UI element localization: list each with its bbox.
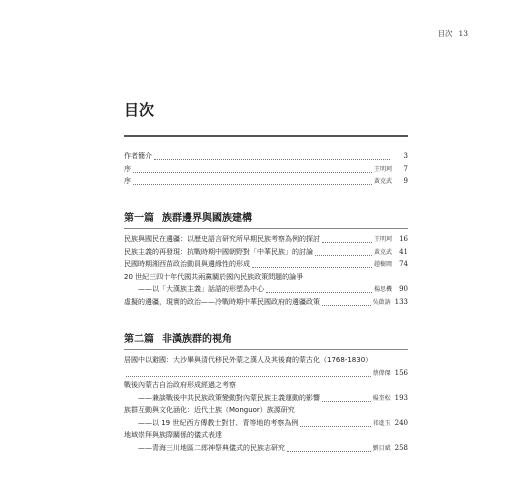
leader-dots <box>154 154 390 160</box>
part-one-list <box>124 234 408 309</box>
toc-entry[interactable] <box>124 176 408 189</box>
entry-title: ——以 19 世紀西方傳教士對甘、青等地的考察為例 <box>138 418 299 427</box>
entry-title: 作者簡介 <box>124 152 152 160</box>
entry-title: ——青海三川地區二郎神祭典儀式的民族志研究 <box>138 443 285 452</box>
toc-entry[interactable] <box>124 405 408 418</box>
leader-dots <box>133 179 372 185</box>
leader-dots <box>322 300 371 306</box>
toc-entry-subtitle[interactable] <box>124 284 408 297</box>
leader-dots <box>266 287 372 293</box>
part-one-heading <box>124 209 252 224</box>
part-two-title: 非漢族群的視角 <box>162 334 232 345</box>
entry-page: 193 <box>394 393 408 402</box>
entry-page: 90 <box>399 285 408 293</box>
running-header <box>437 28 468 39</box>
page-title: 目次 <box>124 101 155 119</box>
part-two-heading <box>124 330 232 345</box>
entry-author: 蔡偉傑 <box>372 369 391 377</box>
toc-entry[interactable] <box>124 247 408 260</box>
leader-dots <box>315 250 372 256</box>
part-two-list <box>124 355 408 455</box>
part-two-rule <box>124 349 408 350</box>
entry-author: 楊奎松 <box>372 394 391 402</box>
entry-title: 戰後內蒙古自治政府形成經過之考察 <box>124 381 236 389</box>
toc-entry[interactable] <box>124 355 408 368</box>
leader-dots <box>287 446 371 452</box>
entry-title: ——以「大漢族主義」話語的形塑為中心 <box>138 285 264 293</box>
entry-title: 族群互動與文化涵化：近代土族（Monguor）族源研究 <box>124 406 295 414</box>
entry-page: 258 <box>394 443 408 452</box>
entry-page: 74 <box>399 260 408 268</box>
entry-author: 王明珂 <box>373 236 392 243</box>
entry-title: 虛擬的邊疆，現實的政治——冷戰時期中華民國政府的邊疆政策 <box>124 297 320 306</box>
entry-page: 3 <box>403 152 408 160</box>
entry-title: 序 <box>124 177 131 185</box>
toc-entry[interactable] <box>124 380 408 393</box>
entry-title: 民族主義的再發現：抗戰時期中國朝野對「中華民族」的討論 <box>124 247 313 256</box>
entry-title: 地域崇拜與族際關係的儀式表達 <box>124 431 222 439</box>
entry-author: 黃克武 <box>373 178 392 185</box>
entry-title: 民國時期湘西苗政治動員與邊緣性的形成 <box>124 260 250 268</box>
entry-title: 居國中以避國：大沙畢與清代移民外蒙之漢人及其後裔的蒙古化（1768-1830） <box>124 356 373 364</box>
entry-title: 民族與國民在邊疆：以歷史語言研究所早期民族考察為例的探討 <box>124 235 320 243</box>
entry-page: 240 <box>394 418 408 427</box>
entry-page: 9 <box>403 177 408 185</box>
leader-dots <box>300 421 370 427</box>
part-one-rule <box>124 228 408 229</box>
entry-author: 趙樹岡 <box>373 261 392 268</box>
part-two-label: 第二篇 <box>124 334 154 345</box>
toc-entry[interactable] <box>124 151 408 164</box>
leader-dots <box>322 396 371 402</box>
entry-author: 楊思機 <box>373 286 392 293</box>
entry-title: ——兼談戰後中共民族政策變動對內蒙民族主義運動的影響 <box>138 393 320 402</box>
entry-page: 41 <box>399 247 408 256</box>
leader-dots <box>252 262 372 268</box>
entry-author: 劉目斌 <box>372 444 391 452</box>
toc-entry[interactable] <box>124 297 408 310</box>
toc-entry-subtitle[interactable] <box>124 393 408 406</box>
leader-dots <box>126 371 371 377</box>
entry-page: 156 <box>394 368 408 377</box>
leader-dots <box>133 167 372 173</box>
toc-entry-continuation[interactable] <box>124 368 408 381</box>
part-one-title: 族群邊界與國族建構 <box>162 213 252 224</box>
toc-entry-subtitle[interactable] <box>124 418 408 431</box>
header-section: 目次 <box>437 29 453 38</box>
leader-dots <box>322 237 372 243</box>
entry-page: 16 <box>399 235 408 243</box>
toc-entry-subtitle[interactable] <box>124 443 408 456</box>
toc-entry[interactable] <box>124 234 408 247</box>
toc-entry[interactable] <box>124 272 408 285</box>
title-rule <box>124 135 408 137</box>
toc-entry[interactable] <box>124 259 408 272</box>
entry-author: 吳啟訥 <box>372 298 391 306</box>
entry-author: 祁進玉 <box>372 419 391 427</box>
part-one-label: 第一篇 <box>124 213 154 224</box>
header-page-number: 13 <box>458 29 468 38</box>
entry-author: 黃克武 <box>373 248 392 256</box>
entry-title: 20 世紀三四十年代國共兩黨關於國內民族政策問題的論爭 <box>124 272 304 281</box>
entry-author: 王明珂 <box>373 165 392 173</box>
entry-page: 133 <box>394 297 408 306</box>
entry-title: 序 <box>124 164 131 173</box>
entry-page: 7 <box>403 164 408 173</box>
front-matter-list <box>124 151 408 189</box>
toc-entry[interactable] <box>124 430 408 443</box>
toc-entry[interactable] <box>124 164 408 177</box>
